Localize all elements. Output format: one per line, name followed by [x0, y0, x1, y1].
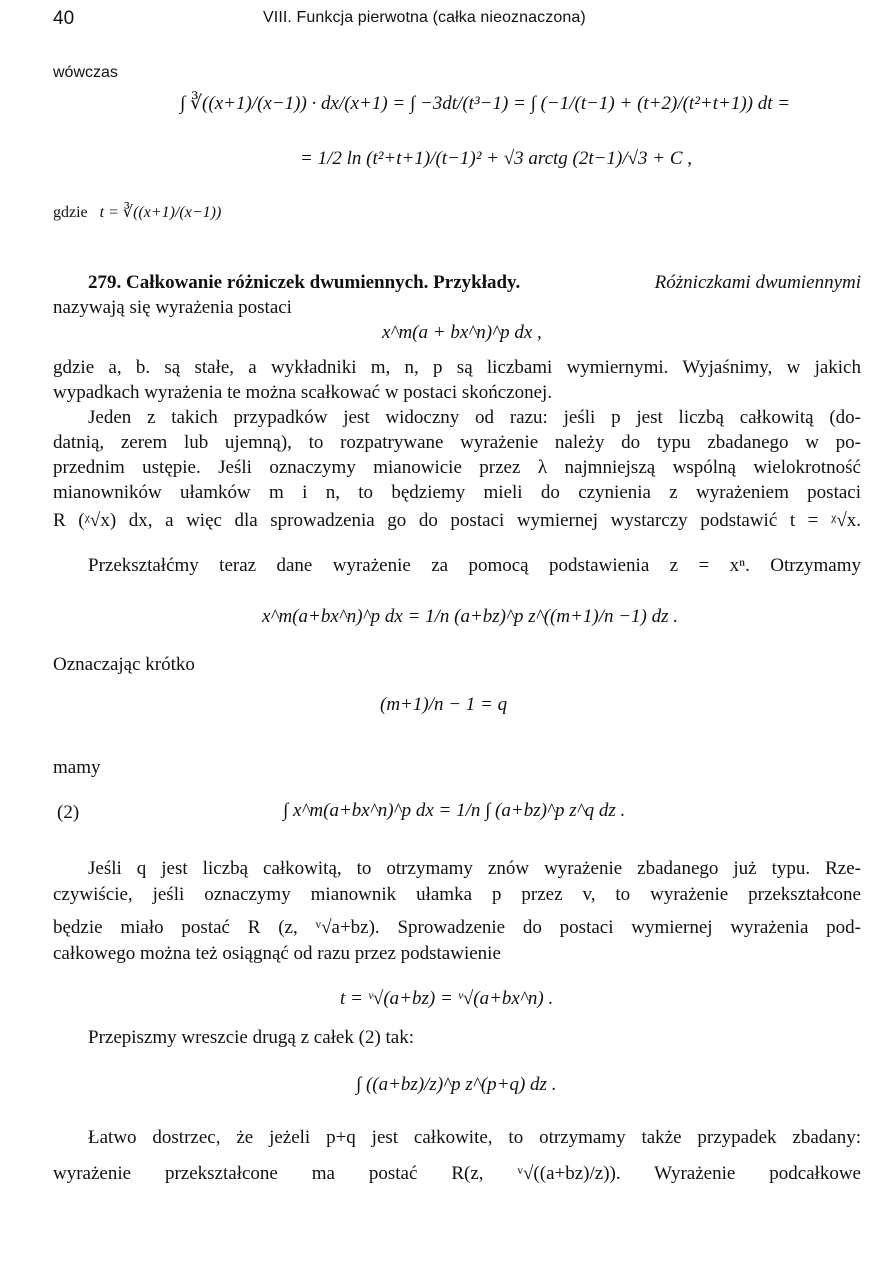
- p2-line2: datnią, zerem lub ujemną), to rozpatrywane wyrażenie należy do typu zbadanego w po-: [53, 432, 861, 453]
- oznaczajac-text: Oznaczając krótko: [53, 654, 195, 675]
- equation-2: ∫ x^m(a+bx^n)^p dx = 1/n ∫ (a+bz)^p z^q dz .: [283, 800, 626, 821]
- p6-line1: Łatwo dostrzec, że jeżeli p+q jest całkowite, to otrzymamy także przypadek zbadany:: [88, 1127, 861, 1148]
- gdzie-label: gdzie: [53, 204, 88, 221]
- p4-line1: Jeśli q jest liczbą całkowitą, to otrzymamy znów wyrażenie zbadanego już typu. Rze-: [88, 858, 861, 879]
- rewritten-integral: ∫ ((a+bz)/z)^p z^(p+q) dz .: [356, 1074, 557, 1095]
- p2-line1: Jeden z takich przypadków jest widoczny od razu: jeśli p jest liczbą całkowitą (do-: [88, 407, 861, 428]
- p1-line1: gdzie a, b. są stałe, a wykładniki m, n, p są liczbami wymiernymi. Wyjaśnimy, w jakich: [53, 357, 861, 378]
- p3-line1: Przekształćmy teraz dane wyrażenie za pomocą podstawienia z = xⁿ. Otrzymamy: [88, 555, 861, 576]
- section-term: Różniczkami dwumiennymi: [654, 272, 861, 293]
- t-definition: t = ∛((x+1)/(x−1)): [99, 204, 222, 221]
- section-heading: 279. Całkowanie różniczek dwumiennych. Przykłady.: [88, 272, 521, 293]
- page-number: 40: [53, 8, 75, 29]
- t-substitution: t = ᵛ√(a+bz) = ᵛ√(a+bx^n) .: [340, 988, 554, 1009]
- p2-line3: przednim ustępie. Jeśli oznaczymy mianowicie przez λ najmniejszą wspólną wielokrotność: [53, 457, 861, 478]
- running-title: VIII. Funkcja pierwotna (całka nieoznaczona): [263, 9, 586, 26]
- p4-line2: czywiście, jeśli oznaczymy mianownik ułamka p przez v, to wyrażenie przekształcone: [53, 884, 861, 905]
- p5-line1: Przepiszmy wreszcie drugą z całek (2) tak:: [88, 1027, 415, 1048]
- integral-formula-line1: ∫ ∛((x+1)/(x−1)) · dx/(x+1) = ∫ −3dt/(t³−1) = ∫ (−1/(t−1) + (t+2)/(t²+t+1)) dt =: [180, 93, 791, 114]
- substitution-formula: x^m(a+bx^n)^p dx = 1/n (a+bz)^p z^((m+1)/n −1) dz .: [262, 606, 679, 627]
- p6-line2: wyrażenie przekształcone ma postać R(z, ᵛ√((a+bz)/z)). Wyrażenie podcałkowe: [53, 1163, 861, 1184]
- p4-line4: całkowego można też osiągnąć od razu przez podstawienie: [53, 943, 501, 964]
- section-heading-line: [88, 272, 861, 294]
- mamy-text: mamy: [53, 757, 101, 778]
- integral-formula-line2: = 1/2 ln (t²+t+1)/(t−1)² + √3 arctg (2t−1)/√3 + C ,: [300, 148, 693, 169]
- binomial-formula: x^m(a + bx^n)^p dx ,: [382, 322, 542, 343]
- p2-line4: mianowników ułamków m i n, to będziemy mieli do czynienia z wyrażeniem postaci: [53, 482, 861, 503]
- intro-word: wówczas: [53, 64, 118, 81]
- p4-line3: będzie miało postać R (z, ᵛ√a+bz). Sprowadzenie do postaci wymiernej wyrażenia pod-: [53, 917, 861, 938]
- p2-line5: R (ᵡ√x) dx, a więc dla sprowadzenia go do postaci wymiernej wystarczy podstawić t = ᵡ√x.: [53, 510, 861, 531]
- page-header: [53, 8, 861, 32]
- t-definition-line: [53, 202, 861, 224]
- equation-label: (2): [57, 802, 80, 823]
- p1-line2: wypadkach wyrażenia te można scałkować w postaci skończonej.: [53, 382, 553, 403]
- section-line2: nazywają się wyrażenia postaci: [53, 297, 292, 318]
- q-definition: (m+1)/n − 1 = q: [380, 694, 508, 715]
